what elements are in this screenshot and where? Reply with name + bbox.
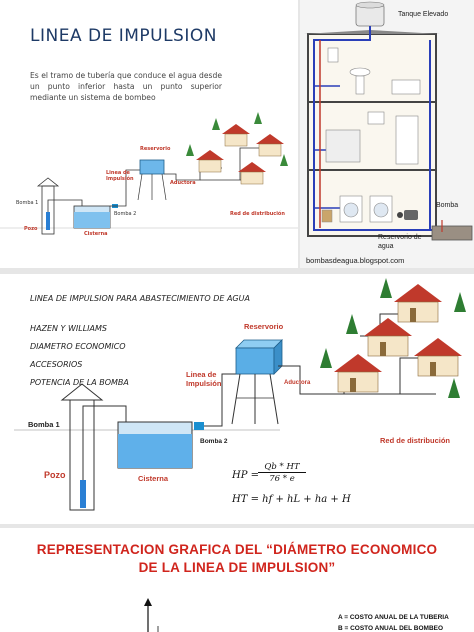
- topic-item: POTENCIA DE LA BOMBA: [30, 378, 129, 387]
- label-bomba: Bomba: [436, 202, 459, 209]
- building-diagram: [300, 0, 474, 268]
- house-icon: [196, 150, 224, 172]
- tree-icon: [448, 378, 460, 398]
- bomba-2-pump: [194, 422, 204, 430]
- slide-diametro-economico: [0, 528, 474, 632]
- formula-hp-numerator: Qb * HT: [258, 462, 306, 473]
- slide-tanque-elevado: [300, 0, 474, 268]
- label-reservorio: Reservorio: [244, 322, 284, 331]
- house-icon: [222, 124, 250, 146]
- label-linea-impulsion: Linea de Impulsión: [106, 170, 134, 182]
- formula-hp-denominator: 76 * e: [269, 474, 295, 484]
- tree-icon: [454, 292, 466, 312]
- topic-item: HAZEN Y WILLIAMS: [30, 324, 107, 333]
- label-cisterna: Cisterna: [84, 231, 108, 237]
- impulsion-diagram-large: [0, 274, 474, 524]
- legend-b: B = COSTO ANUAL DEL BOMBEO: [338, 625, 444, 632]
- impulsion-diagram-small: [0, 108, 298, 268]
- label-bomba-2: Bomba 2: [200, 438, 228, 445]
- tree-icon: [186, 144, 194, 156]
- legend-a: A = COSTO ANUAL DE LA TUBERIA: [338, 614, 449, 621]
- house-icon: [364, 318, 412, 356]
- tree-icon: [380, 278, 392, 298]
- label-aductora: Aductora: [284, 380, 311, 386]
- slide-linea-de-impulsion: [0, 0, 298, 268]
- house-icon: [334, 354, 382, 392]
- label-reservorio-de-agua: Reservorio de agua: [378, 234, 422, 250]
- slide-title-line1: REPRESENTACION GRAFICA DEL “DIÁMETRO ECONOMICO: [36, 542, 438, 557]
- house-icon: [238, 162, 266, 184]
- label-aductora: Aductora: [170, 180, 196, 186]
- tree-icon: [212, 118, 220, 130]
- label-bomba-1: Bomba 1: [16, 200, 39, 206]
- cisterna-tank: [118, 422, 192, 468]
- label-pozo: Pozo: [24, 226, 38, 232]
- formula-ht: HT = hf + hL + ha + H: [232, 494, 351, 505]
- cisterna-tank: [74, 206, 110, 228]
- label-bomba-2: Bomba 2: [114, 211, 137, 217]
- slide-description: Es el tramo de tubería que conduce el agua desde un punto inferior hasta un punto superior mediante un sistema de bombeo: [30, 71, 222, 102]
- tanque-elevado-icon: [356, 2, 384, 26]
- house-icon: [256, 134, 284, 156]
- tree-icon: [346, 314, 358, 334]
- slide-heading: LINEA DE IMPULSION PARA ABASTECIMIENTO DE AGUA: [30, 294, 250, 303]
- pozo-well: [62, 384, 102, 510]
- topic-item: DIAMETRO ECONOMICO: [30, 342, 126, 351]
- reservorio-tank: [138, 160, 166, 200]
- slide-title: LINEA DE IMPULSION: [30, 26, 217, 46]
- label-red-distribucion: Red de distribución: [380, 436, 451, 445]
- slide-title-line2: DE LA LINEA DE IMPULSION”: [138, 560, 336, 575]
- label-tanque-elevado: Tanque Elevado: [398, 11, 449, 18]
- tree-icon: [320, 348, 332, 368]
- label-pozo: Pozo: [44, 470, 66, 480]
- label-cisterna: Cisterna: [138, 474, 169, 483]
- house-icon: [394, 284, 442, 322]
- label-linea-impulsion: Linea de Impulsión: [186, 370, 222, 388]
- formula-hp-lhs: HP =: [232, 470, 260, 481]
- label-bomba-1: Bomba 1: [28, 420, 60, 429]
- source-credit: bombasdeagua.blogspot.com: [306, 256, 405, 265]
- label-red-distribucion: Red de distribución: [230, 211, 285, 217]
- house-icon: [414, 338, 462, 376]
- reservorio-tank: [232, 340, 282, 424]
- topic-item: ACCESORIOS: [30, 360, 83, 369]
- label-reservorio: Reservorio: [140, 146, 171, 152]
- slide-abastecimiento: [0, 274, 474, 524]
- reservorio-underground-icon: [432, 220, 472, 240]
- tree-icon: [254, 112, 262, 124]
